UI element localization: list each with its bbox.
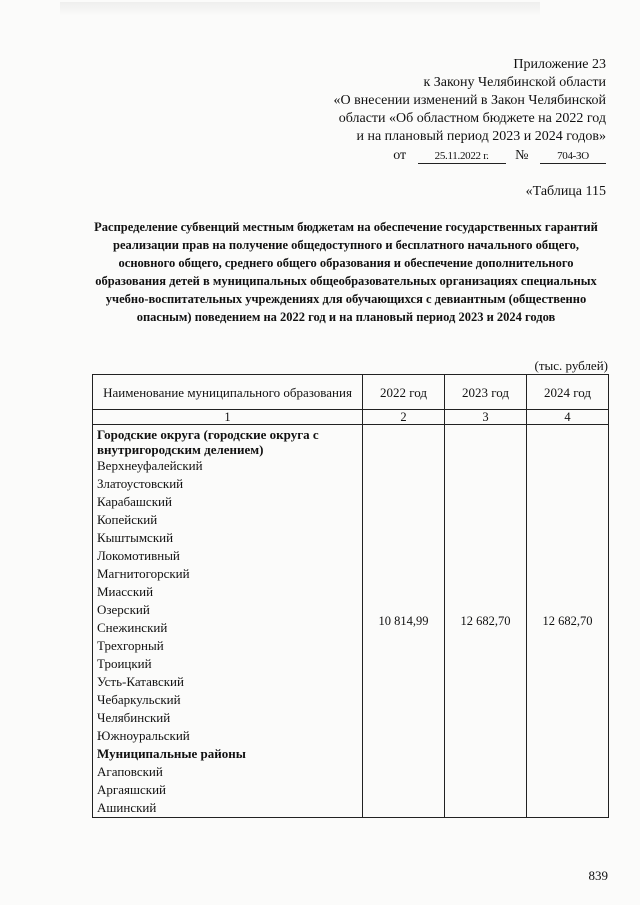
units-label: (тыс. рублей) (534, 358, 608, 373)
date-value: 25.11.2022 г. (418, 149, 506, 164)
value-2022: 10 814,99 (363, 425, 445, 818)
list-item: Челябинский (97, 710, 171, 725)
list-item: Усть-Катавский (97, 674, 184, 689)
list-item: Южноуральский (97, 728, 190, 743)
table-body-row (93, 425, 609, 818)
table-reference: «Таблица 115 (525, 184, 606, 199)
group-urban-districts: Городские округа (городские округа с внутригородским делением) (97, 427, 319, 457)
list-item: Миасский (97, 584, 154, 599)
list-item: Копейский (97, 512, 158, 527)
table-header-row (93, 375, 609, 410)
document-title: Распределение субвенций местным бюджетам на обеспечение государственных гарантий реализации прав на получение общедоступного и бесплатного начального общего, основного общего, среднего общего образования и обеспечение дополнительного образования детей в муниципальных общеобразовательных организациях специальных учебно-воспитательных учреждениях для обучающихся с девиантным (общественно опасным) поведением на 2022 год и на плановый период 2023 и 2024 годов (94, 220, 598, 324)
municipality-list (93, 425, 363, 818)
list-item: Чебаркульский (97, 692, 181, 707)
list-item: Трехгорный (97, 638, 164, 653)
list-item: Аргаяшский (97, 782, 166, 797)
list-item: Златоустовский (97, 476, 184, 491)
scan-artifact (60, 2, 540, 16)
date-prefix: от (393, 148, 407, 163)
law-title-line-2: области «Об областном бюджете на 2022 год (338, 111, 606, 126)
law-title-line-3: и на плановый период 2023 и 2024 годов» (356, 129, 606, 144)
header-2023: 2023 год (445, 375, 527, 410)
column-number: 2 (363, 410, 445, 425)
value-2023: 12 682,70 (445, 425, 527, 818)
law-number-value: 704-ЗО (540, 149, 606, 164)
header-2024: 2024 год (527, 375, 609, 410)
list-item: Озерский (97, 602, 150, 617)
appendix-label: Приложение 23 (513, 57, 606, 72)
law-date-line (334, 147, 607, 165)
page-number: 839 (588, 868, 608, 883)
list-item: Карабашский (97, 494, 172, 509)
list-item: Агаповский (97, 764, 163, 779)
law-title-line-1: «О внесении изменений в Закон Челябинской (333, 93, 606, 108)
list-item: Локомотивный (97, 548, 180, 563)
list-item: Снежинский (97, 620, 168, 635)
subvention-table (92, 374, 609, 818)
appendix-header (334, 56, 607, 165)
list-item: Верхнеуфалейский (97, 458, 203, 473)
list-item: Троицкий (97, 656, 152, 671)
header-2022: 2022 год (363, 375, 445, 410)
law-reference: к Закону Челябинской области (423, 75, 606, 90)
value-2024: 12 682,70 (527, 425, 609, 818)
column-number: 4 (527, 410, 609, 425)
list-item: Ашинский (97, 800, 157, 815)
list-item: Кыштымский (97, 530, 174, 545)
group-municipal-districts: Муниципальные районы (97, 746, 246, 761)
column-number: 3 (445, 410, 527, 425)
header-municipality: Наименование муниципального образования (93, 375, 363, 410)
column-number-row (93, 410, 609, 425)
column-number: 1 (93, 410, 363, 425)
number-prefix: № (515, 148, 529, 163)
list-item: Магнитогорский (97, 566, 190, 581)
